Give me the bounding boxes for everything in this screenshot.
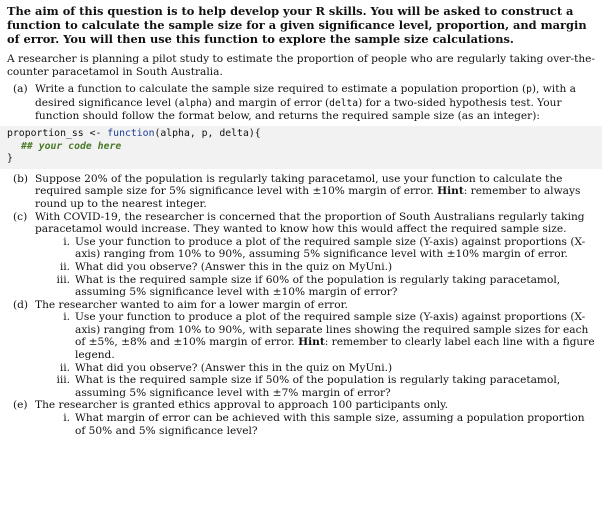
question-e-text: The researcher is granted ethics approval to approach 100 participants only. [35, 399, 449, 412]
hint-label: Hint [437, 185, 464, 198]
question-b-text: Suppose 20% of the population is regularly taking paracetamol, use your function to calculate the required sample size for 5% significance level with ±10% margin of error. Hint: remember to always round up to the nearest integer. [35, 172, 581, 210]
code-line-1: proportion_ss <- function(alpha, p, delta){ [7, 127, 261, 139]
question-d-i: i. Use your function to produce a plot of the required sample size (Y-axis) against proportions (X-axis) ranging from 10% to 90%, with separate lines showing the required sample sizes for each of ±5%, ±8% and ±10% margin of error. Hint: remember to clearly label each line with a figure legend. [63, 311, 595, 362]
code-line-3: } [7, 153, 13, 165]
question-e [7, 399, 598, 412]
question-e-i: i. What margin of error can be achieved with this sample size, assuming a population proportion of 50% and 5% significance level? [63, 412, 585, 437]
code-block [0, 126, 602, 169]
question-a-text: Write a function to calculate the sample size required to estimate a population proportion (p), with a desired significance level (alpha) and margin of error (delta) for a two-sided hypothesis test. Your function should follow the format below, and returns the required sample size (as an integer): [35, 83, 576, 123]
question-c-label: (c) [13, 210, 28, 223]
question-c [7, 211, 598, 236]
param-p: p [526, 84, 532, 96]
question-b-label: (b) [13, 172, 29, 185]
question-d-iii: iii. What is the required sample size if 50% of the population is regularly taking paracetamol, assuming 5% significance level with ±7% margin of error? [56, 374, 561, 399]
intro-paragraph: The aim of this question is to help develop your R skills. You will be asked to construct a function to calculate the sample size for a given significance level, proportion, and margin of error. You will then use this function to explore the sample size calculations. [7, 4, 587, 46]
param-delta: delta [329, 97, 359, 109]
question-d-text: The researcher wanted to aim for a lower margin of error. [35, 298, 348, 311]
question-d [7, 299, 598, 312]
question-d-label: (d) [13, 298, 29, 311]
question-a [7, 83, 598, 123]
context-paragraph: A researcher is planning a pilot study to estimate the proportion of people who are regularly taking over-the-counter paracetamol in South Australia. [7, 53, 596, 78]
question-e-label: (e) [13, 399, 28, 412]
param-alpha: alpha [178, 97, 208, 109]
question-b [7, 173, 598, 211]
code-line-2: ## your code here [21, 140, 122, 152]
question-c-i: i. Use your function to produce a plot of the required sample size (Y-axis) against proportions (X-axis) ranging from 10% to 90%, assuming 5% significance level with ±10% margin of error. [63, 235, 586, 261]
question-a-label: (a) [13, 83, 28, 96]
question-d-ii: ii. What did you observe? (Answer this in the quiz on MyUni.) [59, 361, 393, 374]
question-c-iii: iii. What is the required sample size if 60% of the population is regularly taking paracetamol, assuming 5% significance level with ±10% margin of error? [56, 273, 561, 299]
hint-label: Hint [298, 336, 325, 349]
question-c-ii: ii. What did you observe? (Answer this in the quiz on MyUni.) [59, 260, 393, 273]
question-c-text: With COVID-19, the researcher is concerned that the proportion of South Australians regularly taking paracetamol would increase. They wanted to know how this would affect the required sample size. [35, 210, 585, 236]
